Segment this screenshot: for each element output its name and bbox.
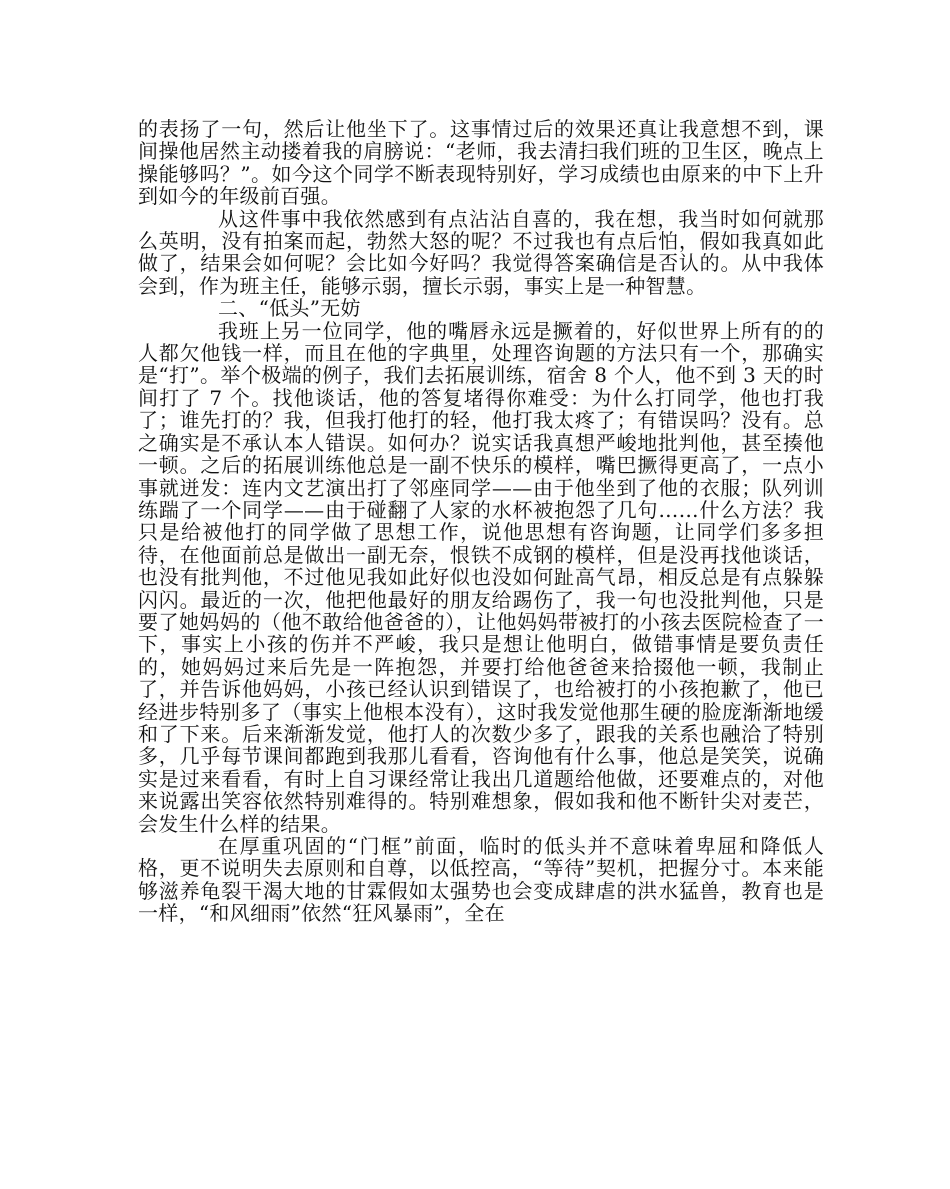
section-heading: 二、“低头”无妨 <box>218 296 361 321</box>
document-page <box>138 118 824 925</box>
paragraph-2: 从这件事中我依然感到有点沾沾自喜的，我在想，我当时如何就那么英明，没有拍案而起，勃然大怒的呢？不过我也有点后怕，假如我真如此做了，结果会如何呢？会比如今好吗？我觉得答案确信是否认的。从中我体会到，作为班主任，能够示弱，擅长示弱，事实上是一种智慧。 <box>138 206 824 298</box>
paragraph-4: 在厚重巩固的“门框”前面，临时的低头并不意味着卑屈和降低人格，更不说明失去原则和自尊，以低控高，“等待”契机，把握分寸。本来能够滋养龟裂干渴大地的甘霖假如太强势也会变成肆虐的洪水猛兽，教育也是一样，“和风细雨”依然“狂风暴雨”，全在 <box>138 834 824 926</box>
paragraph-1: 的表扬了一句，然后让他坐下了。这事情过后的效果还真让我意想不到，课间操他居然主动搂着我的肩膀说：“老师，我去清扫我们班的卫生区，晚点上操能够吗？”。如今这个同学不断表现特别好，学习成绩也由原来的中下上升到如今的年级前百强。 <box>138 117 824 209</box>
paragraph-3: 我班上另一位同学，他的嘴唇永远是撅着的，好似世界上所有的的人都欠他钱一样，而且在他的字典里，处理咨询题的方法只有一个，那确实是“打”。举个极端的例子，我们去拓展训练，宿舍 8 个人，他不到 3 天的时间打了 7 个。找他谈话，他的答复堵得你难受：为什么打同学，他也打我了；谁先打的？我，但我打他打的轻，他打我太疼了；有错误吗？没有。总之确实是不承认本人错误。如何办？说实话我真想严峻地批判他，甚至揍他一顿。之后的拓展训练他总是一副不快乐的模样，嘴巴撅得更高了，一点小事就迸发：连内文艺演出打了邻座同学——由于他坐到了他的衣服；队列训练踹了一个同学——由于碰翻了人家的水杯被抱怨了几句……什么方法？我只是给被他打的同学做了思想工作，说他思想有咨询题，让同学们多多担待，在他面前总是做出一副无奈，恨铁不成钢的模样，但是没再找他谈话，也没有批判他，不过他见我如此好似也没如何趾高气昂，相反总是有点躲躲闪闪。最近的一次，他把他最好的朋友给踢伤了，我一句也没批判他，只是要了她妈妈的（他不敢给他爸爸的），让他妈妈带被打的小孩去医院检查了一下，事实上小孩的伤并不严峻，我只是想让他明白，做错事情是要负责任的，她妈妈过来后先是一阵抱怨，并要打给他爸爸来拾掇他一顿，我制止了，并告诉他妈妈，小孩已经认识到错误了，也给被打的小孩抱歉了，他已经进步特别多了（事实上他根本没有），这时我发觉他那生硬的脸庞渐渐地缓和了下来。后来渐渐发觉，他打人的次数少多了，跟我的关系也融洽了特别多，几乎每节课间都跑到我那儿看看，咨询他有什么事，他总是笑笑，说确实是过来看看，有时上自习课经常让我出几道题给他做，还要难点的，对他来说露出笑容依然特别难得的。特别难想象，假如我和他不断针尖对麦芒，会发生什么样的结果。 <box>138 318 824 836</box>
